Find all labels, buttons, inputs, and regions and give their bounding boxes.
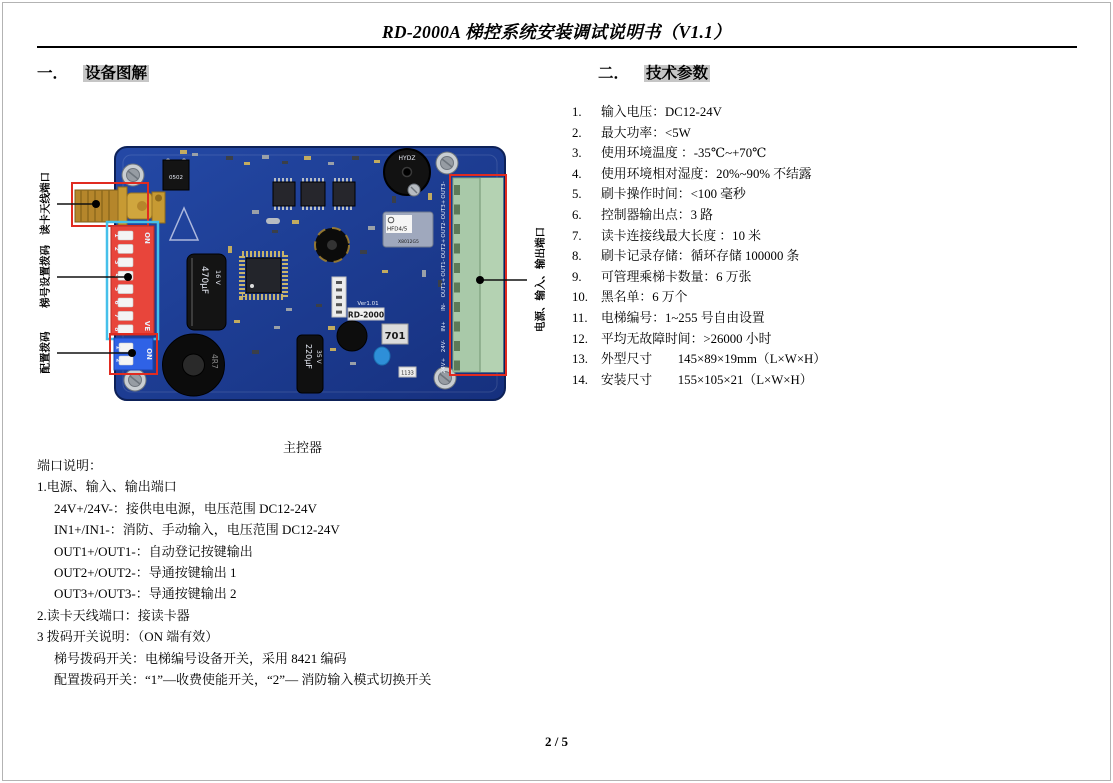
inductor-4r7 (163, 334, 225, 396)
terminal-block (453, 178, 503, 372)
svg-text:4: 4 (113, 273, 120, 278)
callout-elevator-dip: 梯号设置拨码 (40, 245, 52, 308)
tech-param-item (572, 267, 826, 288)
param-number: 12. (572, 331, 588, 346)
svg-text:OUT2-: OUT2- (441, 220, 447, 238)
param-number: 9. (572, 269, 582, 284)
svg-text:OUT1+: OUT1+ (441, 277, 447, 298)
port-desc-line: 配置拨码开关：“1”—收费使能开关，“2”— 消防输入模式切换开关 (54, 671, 432, 687)
tech-param-item (572, 246, 826, 267)
svg-text:OUT2+: OUT2+ (441, 238, 447, 259)
pcb-photo (30, 98, 575, 456)
tech-param-item (572, 226, 826, 247)
section-title-highlight: 技术参数 (646, 65, 709, 82)
svg-text:7: 7 (113, 313, 120, 318)
param-number: 10. (572, 290, 588, 305)
svg-text:2: 2 (113, 246, 120, 251)
param-text: 读卡连接线最大长度 ：10 米 (601, 228, 761, 243)
tech-param-item (572, 287, 826, 308)
svg-text:OUT3+: OUT3+ (441, 199, 447, 220)
svg-text:701: 701 (384, 331, 406, 342)
callout-antenna-port: 读卡天线端口 (40, 172, 52, 235)
relay (383, 212, 433, 247)
param-text: 最大功率：<5W (601, 125, 691, 140)
param-number: 2. (572, 125, 582, 140)
svg-text:OUT1-: OUT1- (441, 259, 447, 277)
param-text: 可管理乘梯卡数量：6 万张 (601, 269, 752, 284)
tech-param-item (572, 205, 826, 226)
tech-param-item (572, 370, 826, 391)
tech-param-item (572, 184, 826, 205)
param-number: 4. (572, 166, 582, 181)
svg-text:16 V: 16 V (214, 270, 222, 285)
callout-power-io-port: 电源、输入、输出端口 (535, 227, 547, 332)
port-desc-line: IN1+/IN1-：消防、手动输入，电压范围 DC12-24V (54, 522, 340, 538)
soic-chips (273, 180, 355, 208)
svg-text:1: 1 (113, 233, 120, 238)
svg-text:8: 8 (113, 327, 120, 332)
param-text: 刷卡操作时间：<100 毫秒 (601, 187, 746, 202)
param-text: 黑名单：6 万个 (601, 290, 688, 305)
param-text: 电梯编号：1~255 号自由设置 (601, 310, 765, 325)
port-desc-line: OUT2+/OUT2-：导通按键输出 1 (54, 564, 237, 580)
svg-text:5: 5 (113, 287, 120, 292)
param-number: 13. (572, 352, 588, 367)
svg-text:IN+: IN+ (441, 321, 447, 332)
svg-text:35 V: 35 V (315, 350, 322, 364)
tech-param-item (572, 102, 826, 123)
param-text: 外型尺寸 145×89×19mm（L×W×H） (601, 352, 827, 367)
port-description (37, 455, 431, 690)
param-text: 控制器输出点：3 路 (601, 207, 713, 222)
param-number: 5. (572, 187, 582, 202)
tech-param-item (572, 164, 826, 185)
svg-text:220μF: 220μF (304, 344, 313, 369)
svg-text:470μF: 470μF (199, 266, 209, 295)
tech-param-item (572, 143, 826, 164)
port-desc-line: 2.读卡天线端口：接读卡器 (37, 607, 190, 623)
param-text: 安装尺寸 155×105×21（L×W×H） (601, 372, 813, 387)
svg-text:1: 1 (114, 345, 122, 350)
svg-text:HFD4/5: HFD4/5 (387, 226, 408, 233)
param-text: 使用环境相对湿度：20%~90% 不结露 (601, 166, 812, 181)
svg-text:ON: ON (145, 348, 153, 360)
param-number: 3. (572, 146, 582, 161)
section-heading-device (37, 61, 149, 83)
section-number: 二． (598, 65, 630, 82)
svg-text:IN-: IN- (441, 303, 447, 311)
param-number: 8. (572, 249, 582, 264)
svg-text:2: 2 (114, 358, 122, 363)
section-title-highlight: 设备图解 (85, 65, 148, 82)
tech-param-item (572, 123, 826, 144)
svg-text:6: 6 (113, 300, 120, 305)
param-number: 1. (572, 105, 582, 119)
tech-param-item (572, 329, 826, 350)
antenna-connector (75, 187, 165, 225)
port-desc-line: 3 拨码开关说明：（ON 端有效） (37, 629, 219, 645)
dip-switch-8 (111, 226, 154, 335)
param-text: 平均无故障时间：>26000 小时 (601, 331, 772, 346)
tech-param-item (572, 308, 826, 329)
port-desc-line: 梯号拨码开关：电梯编号设备开关，采用 8421 编码 (54, 650, 347, 666)
module-0502 (163, 159, 189, 191)
svg-text:ON: ON (143, 232, 151, 244)
svg-text:3: 3 (113, 260, 120, 265)
white-connector (332, 277, 346, 317)
param-text: 刷卡记录存储：循环存储 100000 条 (601, 249, 800, 264)
section-heading-tech (598, 61, 710, 83)
port-desc-line: OUT3+/OUT3-：导通按键输出 2 (54, 586, 237, 602)
page-title: RD-2000A 梯控系统安装调试说明书（V1.1） (381, 22, 732, 42)
capacitor-220uf (297, 335, 323, 393)
svg-text:RD-2000: RD-2000 (347, 310, 385, 320)
svg-text:24V-: 24V- (441, 339, 447, 353)
mcu-chip (242, 254, 285, 297)
param-number: 11. (572, 310, 588, 325)
tech-params-list (572, 102, 826, 390)
svg-text:HYDZ: HYDZ (398, 155, 416, 162)
param-number: 14. (572, 372, 588, 387)
svg-text:OUT3-: OUT3- (441, 181, 447, 199)
capacitor-470uf (187, 254, 226, 330)
param-number: 6. (572, 207, 582, 222)
board-figure (30, 98, 575, 456)
port-desc-line: 1.电源、输入、输出端口 (37, 479, 177, 495)
title-divider (37, 46, 1077, 48)
svg-text:VE: VE (143, 320, 151, 332)
param-text: 使用环境温度 ：-35℃~+70℃ (601, 146, 767, 161)
figure-caption: 主控器 (282, 440, 322, 455)
param-number: 7. (572, 228, 582, 243)
svg-text:0502: 0502 (169, 175, 183, 181)
section-number: 一． (37, 65, 69, 82)
svg-text:Ver1.01: Ver1.01 (357, 301, 379, 307)
buzzer (384, 149, 430, 196)
round-capacitor (315, 228, 349, 262)
port-desc-line: 24V+/24V-：接供电电源，电压范围 DC12-24V (54, 500, 317, 516)
port-desc-line: OUT1+/OUT1-：自动登记按键输出 (54, 543, 253, 559)
page-number: 2 / 5 (544, 734, 569, 749)
disc-capacitor (374, 347, 390, 365)
port-desc-title: 端口说明： (37, 458, 103, 473)
callout-config-dip: 配置拨码 (40, 331, 52, 374)
tech-param-item (572, 349, 826, 370)
svg-text:4R7: 4R7 (210, 354, 219, 369)
svg-text:1133: 1133 (401, 370, 414, 377)
svg-text:24V+: 24V+ (441, 357, 447, 374)
param-text: 输入电压：DC12-24V (601, 105, 722, 119)
terminal-silkscreen-labels (441, 181, 447, 373)
component-1133 (399, 367, 416, 377)
svg-text:X8012G5: X8012G5 (398, 240, 419, 245)
